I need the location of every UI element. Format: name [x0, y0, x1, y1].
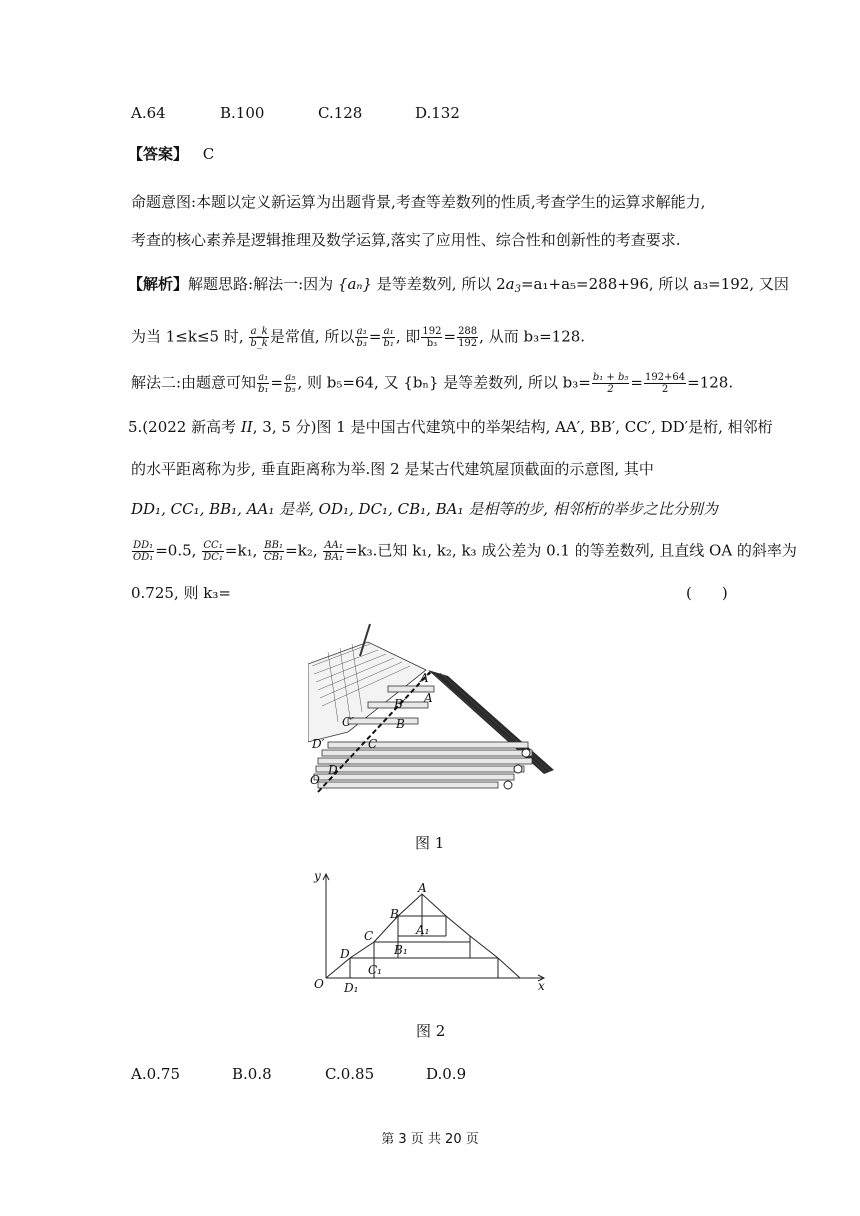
- a3-term: $a_3$: [505, 275, 521, 295]
- option-b: B.0.8: [232, 1065, 272, 1083]
- den: b₃: [426, 338, 438, 349]
- text: , 即: [395, 327, 421, 346]
- text: =k₂,: [285, 541, 318, 560]
- text: 是等差数列, 所以 2: [376, 275, 506, 293]
- num: 288: [458, 326, 478, 337]
- answer-value: C: [202, 145, 215, 163]
- text: 5.(2022 新高考: [128, 418, 241, 436]
- label-a1: A₁: [416, 923, 430, 937]
- den: BA₁: [324, 552, 343, 563]
- text: 为当 1≤k≤5 时,: [131, 327, 244, 346]
- figure-1-caption: 图 1: [415, 834, 445, 852]
- frac-dd1-od1: [132, 540, 154, 563]
- text: II: [240, 418, 253, 436]
- answer-line: [128, 144, 214, 164]
- label-a-prime: A′: [420, 671, 432, 685]
- text: , 从而 b₃=128.: [479, 327, 586, 346]
- frac-ak-bk: [249, 326, 268, 349]
- frac-cc1-dc1: [202, 540, 224, 563]
- label-y: y: [314, 869, 321, 883]
- text: 是常值, 所以: [269, 327, 355, 346]
- frac-a1-b1: [382, 326, 394, 349]
- frac-a5-b5: [284, 372, 296, 395]
- frac-288-192: [457, 326, 478, 349]
- label-b-prime: B′: [394, 697, 406, 711]
- question-line-5: 0.725, 则 k₃=: [131, 584, 231, 602]
- text: , 则 b₅=64, 又 {bₙ} 是等差数列, 所以 b₃=: [297, 373, 591, 392]
- analysis-label: 【解析】: [128, 275, 189, 293]
- label-d: D: [340, 947, 350, 961]
- figure-2-cross-section: [310, 868, 552, 996]
- num: CC₁: [203, 540, 223, 551]
- question-line-1: [128, 417, 773, 437]
- label-a: A: [418, 881, 427, 895]
- den: b₅: [285, 384, 296, 395]
- analysis-line-1: [128, 274, 789, 300]
- label-o: O: [314, 977, 324, 991]
- figure-2-axes: [323, 874, 544, 981]
- question-line-4: [131, 540, 797, 563]
- label-c1: C₁: [368, 963, 382, 977]
- num: 192+64: [644, 372, 686, 383]
- num: a₁: [383, 326, 394, 337]
- den: b₁: [258, 384, 269, 395]
- num: DD₁: [133, 540, 154, 551]
- num: b₁ + b₅: [592, 372, 629, 383]
- question-line-2: 的水平距离称为步, 垂直距离称为举.图 2 是某古代建筑屋顶截面的示意图, 其中: [131, 460, 654, 478]
- frac-a3-b3: [355, 326, 367, 349]
- label-x: x: [538, 979, 545, 993]
- option-a-prev: A.64: [131, 104, 166, 122]
- frac-19264-2: [644, 372, 686, 395]
- label-b1: B₁: [394, 943, 408, 957]
- label-d-prime: D′: [312, 737, 325, 751]
- option-c: C.0.85: [325, 1065, 375, 1083]
- den: DC₁: [203, 552, 223, 563]
- den: b₃: [356, 338, 367, 349]
- analysis-line-2: 为当 1≤k≤5 时, $\frac{a\_k}{b\_k}$ 是常值, 所以 $\frac{\text{a₃}}{\text{b₃}}$ = $\frac{\text{a₁}}{\text{b₁}}$ , 即 $\frac{192}{\text{b₃}}$ = $\frac{288}{192}$ , 从而 b₃=128.: [131, 326, 586, 349]
- den: CB₁: [264, 552, 284, 563]
- intent-line-1: 命题意图:本题以定义新运算为出题背景,考查等差数列的性质,考查学生的运算求解能力,: [131, 193, 706, 211]
- frac-aa1-ba1: [323, 540, 344, 563]
- label-o: O: [310, 773, 320, 787]
- num: a₃: [356, 326, 367, 337]
- page-footer: 第 3 页 共 20 页: [381, 1132, 479, 1147]
- den: 2: [607, 384, 614, 395]
- label-c: C: [364, 929, 374, 943]
- intent-line-2: 考查的核心素养是逻辑推理及数学运算,落实了应用性、综合性和创新性的考查要求.: [131, 231, 681, 249]
- sequence-a: {aₙ}: [337, 275, 373, 293]
- text: 解题思路:解法一:因为: [188, 275, 334, 293]
- text: =k₁,: [224, 541, 258, 560]
- frac-a1-b1-2: [257, 372, 269, 395]
- label-d: D: [328, 763, 338, 777]
- den: b_k: [250, 338, 268, 349]
- text: =0.5,: [155, 541, 197, 560]
- answer-blank: ( ): [686, 584, 728, 602]
- frac-b1b5-2: [592, 372, 630, 395]
- text: , 3, 5 分)图 1 是中国古代建筑中的举架结构, AA′, BB′, CC′, DD′是桁, 相邻桁: [252, 418, 773, 436]
- option-a: A.0.75: [131, 1065, 180, 1083]
- text: 解法二:由题意可知: [131, 373, 257, 392]
- text: =a₁+a₅=288+96, 所以 a₃=192, 又因: [520, 275, 789, 293]
- label-d1: D₁: [344, 981, 359, 995]
- figure-2-labels: [313, 869, 545, 995]
- frac-192-b3: [421, 326, 442, 349]
- text: =128.: [687, 373, 734, 392]
- figure-1-roof-illustration: [308, 622, 554, 806]
- num: a₅: [285, 372, 296, 383]
- num: BB₁: [264, 540, 283, 551]
- label-b: B: [396, 717, 405, 731]
- option-b-prev: B.100: [220, 104, 265, 122]
- den: 2: [661, 384, 669, 395]
- option-c-prev: C.128: [318, 104, 363, 122]
- label-a: A: [424, 691, 433, 705]
- label-c-prime: C′: [342, 715, 354, 729]
- num: AA₁: [324, 540, 343, 551]
- label-c: C: [368, 737, 378, 751]
- den: 192: [458, 338, 478, 349]
- frac-bb1-cb1: [263, 540, 284, 563]
- num: 192: [422, 326, 442, 337]
- den: b₁: [383, 338, 394, 349]
- question-line-3: DD₁, CC₁, BB₁, AA₁ 是举, OD₁, DC₁, CB₁, BA₁ 是相等的步, 相邻桁的举步之比分别为: [131, 500, 718, 518]
- analysis-line-3: 解法二:由题意可知 $\frac{\text{a₁}}{\text{b₁}}$ = $\frac{\text{a₅}}{\text{b₅}}$ , 则 b₅=64, 又 {bₙ} 是等差数列, 所以 b₃= $\frac{\text{b₁ + b₅}}{2}$ = $\frac{192+64}{2}$ =128.: [131, 372, 734, 395]
- option-d-prev: D.132: [415, 104, 460, 122]
- figure-2-caption: 图 2: [416, 1022, 446, 1040]
- option-d: D.0.9: [426, 1065, 467, 1083]
- den: OD₁: [133, 552, 154, 563]
- text: =k₃.已知 k₁, k₂, k₃ 成公差为 0.1 的等差数列, 且直线 OA 的斜率为: [344, 541, 797, 560]
- answer-label: 【答案】: [128, 145, 189, 163]
- label-b: B: [390, 907, 399, 921]
- num: a_k: [250, 326, 268, 337]
- num: a₁: [258, 372, 269, 383]
